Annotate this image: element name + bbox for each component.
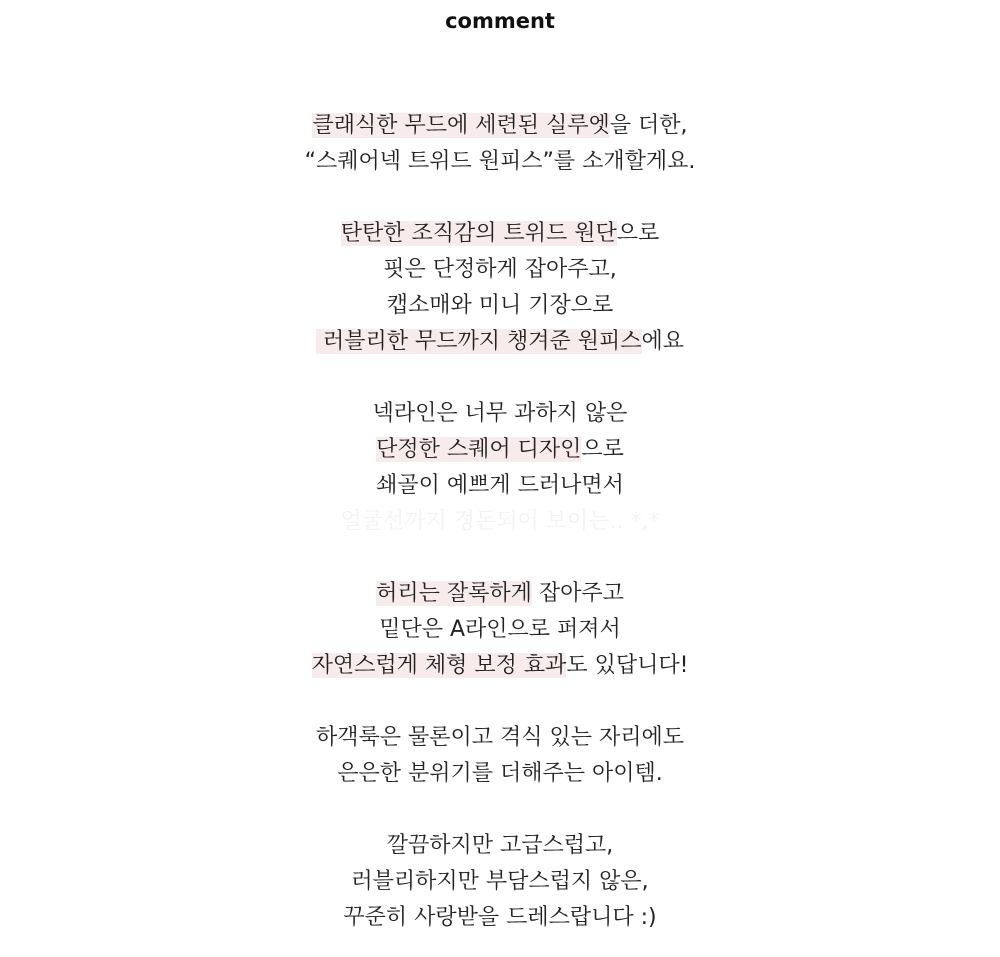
comment-line xyxy=(0,108,1000,144)
paragraph-gap xyxy=(0,360,1000,396)
line-text: 캡소매와 미니 기장으로 xyxy=(386,293,614,318)
line-text: 잡아주고 xyxy=(531,581,624,606)
highlighted-text: 탄탄한 조직감의 트위드 원단 xyxy=(340,221,617,246)
line-text: 넥라인은 너무 과하지 않은 xyxy=(372,401,628,426)
comment-line xyxy=(0,252,1000,288)
comment-line xyxy=(0,900,1000,936)
faded-text: 얼굴선까지 정돈되어 보이는.. *,* xyxy=(340,509,660,534)
comment-line xyxy=(0,216,1000,252)
line-text: 에요 xyxy=(641,329,685,354)
line-text: “스퀘어넥 트위드 원피스”를 소개할게요. xyxy=(304,149,696,174)
line-text: 하객룩은 물론이고 격식 있는 자리에도 xyxy=(315,725,684,750)
comment-line xyxy=(0,396,1000,432)
line-text: 꾸준히 사랑받을 드레스랍니다 :) xyxy=(343,905,657,930)
page-title: comment xyxy=(445,9,555,33)
line-text: 으로 xyxy=(581,437,624,462)
line-text: 으로 xyxy=(616,221,660,246)
highlighted-text: 러블리한 무드까지 챙겨준 원피스 xyxy=(315,329,642,354)
comment-line xyxy=(0,432,1000,468)
highlighted-text: 자연스럽게 체형 보정 효과 xyxy=(311,653,567,678)
line-text: 밑단은 A라인으로 퍼져서 xyxy=(379,617,621,642)
comment-line xyxy=(0,720,1000,756)
comment-line xyxy=(0,612,1000,648)
comment-line xyxy=(0,828,1000,864)
line-text: 쇄골이 예쁘게 드러나면서 xyxy=(376,473,624,498)
comment-line xyxy=(0,864,1000,900)
line-text: 러블리하지만 부담스럽지 않은, xyxy=(351,869,649,894)
comment-line xyxy=(0,324,1000,360)
highlighted-text: 클래식한 무드에 세련된 실루엣 xyxy=(312,113,610,138)
comment-line xyxy=(0,504,1000,540)
comment-line xyxy=(0,144,1000,180)
paragraph-gap xyxy=(0,684,1000,720)
comment-line xyxy=(0,756,1000,792)
paragraph-gap xyxy=(0,180,1000,216)
line-text: 도 있답니다! xyxy=(566,653,689,678)
highlighted-text: 단정한 스퀘어 디자인 xyxy=(376,437,582,462)
comment-line xyxy=(0,648,1000,684)
comment-line xyxy=(0,576,1000,612)
paragraph-gap xyxy=(0,540,1000,576)
highlighted-text: 허리는 잘록하게 xyxy=(376,581,532,606)
line-text: 은은한 분위기를 더해주는 아이템. xyxy=(337,761,663,786)
line-text: 을 더한, xyxy=(609,113,688,138)
line-text: 깔끔하지만 고급스럽고, xyxy=(386,833,614,858)
comment-body xyxy=(0,108,1000,936)
comment-line xyxy=(0,288,1000,324)
comment-line xyxy=(0,468,1000,504)
line-text: 핏은 단정하게 잡아주고, xyxy=(383,257,617,282)
paragraph-gap xyxy=(0,792,1000,828)
